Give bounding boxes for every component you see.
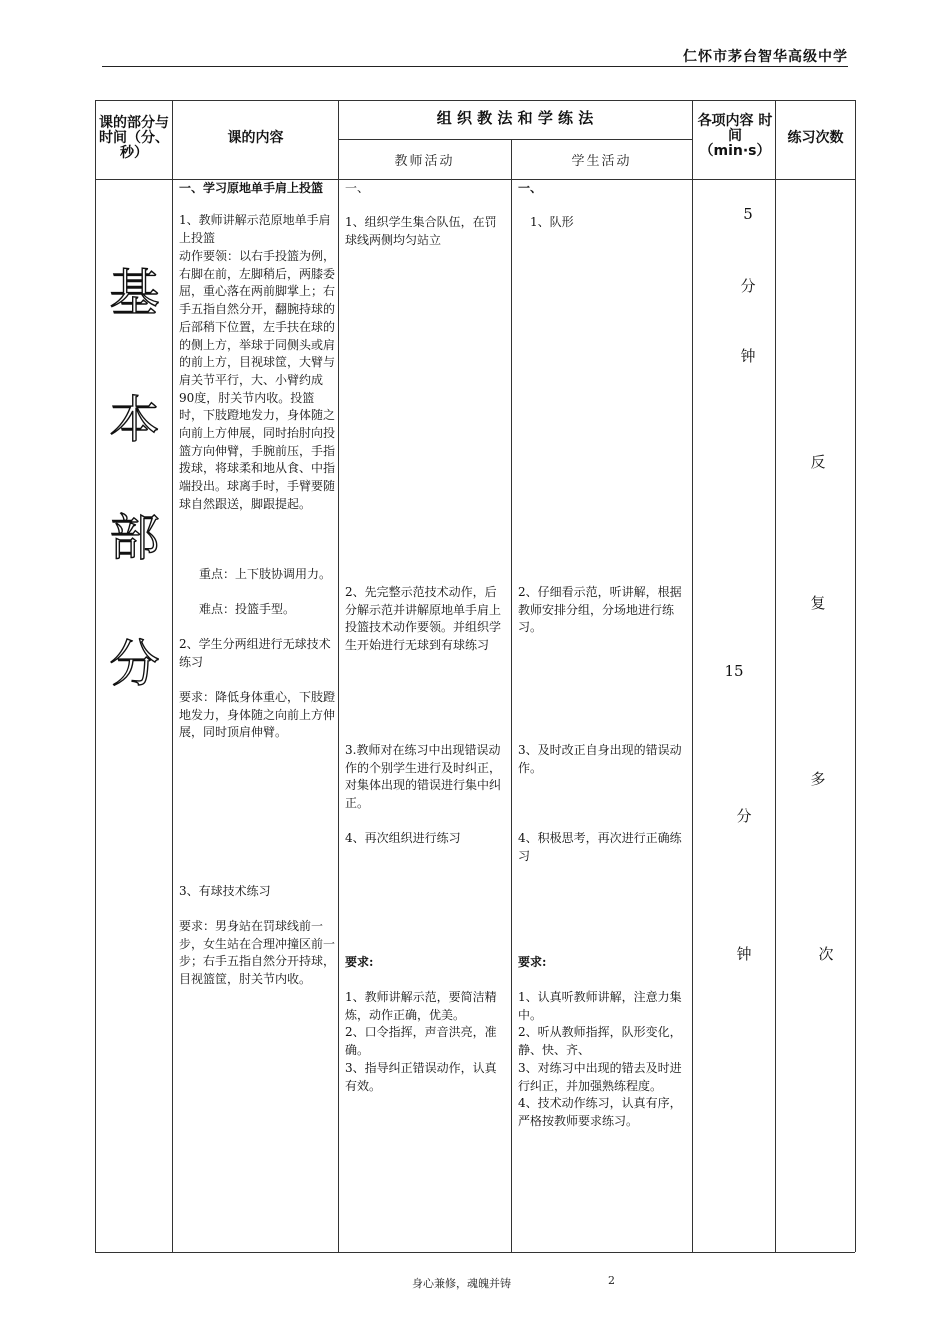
- content-requirement-2: 要求：降低身体重心，下肢蹬地发力，身体随之向前上方伸展，同时顶肩伸臂。: [179, 690, 336, 740]
- student-requirements-title: 要求:: [518, 955, 547, 969]
- col-divider-4: [692, 100, 693, 1252]
- header-content: 课的内容: [227, 130, 284, 146]
- reps-char-4: 次: [818, 945, 834, 963]
- section-char-1: 基: [109, 264, 160, 322]
- content-step-1: 1、教师讲解示范原地单手肩上投篮: [179, 213, 331, 245]
- col-divider-2: [338, 100, 339, 1252]
- col-divider-3: [511, 139, 512, 1252]
- content-title: 一、学习原地单手肩上投篮: [179, 181, 324, 195]
- page-number: 2: [608, 1274, 615, 1287]
- teacher-requirements: 1、教师讲解示范，要简洁精炼，动作正确，优美。 2、口令指挥，声音洪亮，准确。 3、指导纠正错误动作，认真有效。: [345, 990, 497, 1093]
- student-activity-3: 3、及时改正自身出现的错误动作。: [518, 743, 682, 775]
- time-value-1: 5: [743, 205, 753, 223]
- footer-motto: 身心兼修，魂魄并铸: [412, 1277, 511, 1290]
- teacher-activity-2: 2、先完整示范技术动作，后分解示范并讲解原地单手肩上投篮技术动作要领。并组织学生开始进行无球到有球练习: [345, 585, 502, 653]
- content-requirement-3: 要求：男身站在罚球线前一步，女生站在合理冲撞区前一步；右手五指自然分开持球，目视篮筐，肘关节内收。: [179, 919, 336, 987]
- time-unit-2b: 钟: [736, 945, 752, 963]
- teacher-activity-3: 3.教师对在练习中出现错误动作的个别学生进行及时纠正，对集体出现的错误进行集中纠正。: [345, 743, 502, 811]
- teacher-head: 一、: [345, 181, 370, 195]
- table-right-border: [855, 100, 856, 1252]
- content-essentials: 动作要领：以右手投篮为例，右脚在前，左脚稍后，两膝委屈，重心落在两前脚掌上；右手五指自然分开，翻腕持球的后部稍下位置，左手扶在球的的侧上方，举球于同侧头或肩的前上方，目视球筐，大臂与肩关节平行，大、小臂约成90度，肘关节内收。投篮时，下肢蹬地发力，身体随之向前上方伸展，同时抬肘向投篮方向伸臂，手腕前压，手指拨球，将球柔和地从食、中指端投出。球离手时，手臂要随球自然跟送，脚跟提起。: [179, 249, 336, 511]
- time-unit-2a: 分: [736, 807, 752, 825]
- student-head: 一、: [518, 181, 543, 195]
- student-activity-2: 2、仔细看示范，听讲解，根据教师安排分组，分场地进行练习。: [518, 585, 682, 635]
- content-key-point: 重点：上下肢协调用力。: [199, 567, 332, 581]
- student-activity-1: 1、队形: [530, 215, 574, 229]
- time-unit-1a: 分: [740, 277, 756, 295]
- content-difficulty: 难点：投篮手型。: [199, 602, 296, 616]
- content-step-2: 2、学生分两组进行无球技术练习: [179, 637, 331, 669]
- time-value-2: 15: [724, 662, 744, 680]
- student-activity-4: 4、积极思考，再次进行正确练习: [518, 831, 682, 863]
- section-char-2: 本: [109, 391, 160, 449]
- teacher-activity-1: 1、组织学生集合队伍，在罚球线两侧均匀站立: [345, 215, 497, 247]
- section-char-4: 分: [109, 635, 160, 693]
- header-reps: 练习次数: [787, 130, 844, 146]
- time-unit-1b: 钟: [740, 347, 756, 365]
- table-bottom-border: [95, 1252, 855, 1253]
- student-requirements: 1、认真听教师讲解，注意力集中。 2、听从教师指挥，队形变化，静、快、齐、 3、对练习中出现的错去及时进行纠正，并加强熟练程度。 4、技术动作练习，认真有序，严格按教师要求练习。: [518, 990, 682, 1128]
- teacher-requirements-title: 要求:: [345, 955, 374, 969]
- teacher-activity-4: 4、再次组织进行练习: [345, 831, 461, 845]
- table-top-border: [95, 100, 855, 101]
- reps-char-2: 复: [810, 594, 826, 612]
- content-step-3: 3、有球技术练习: [179, 884, 271, 898]
- header-rule: [102, 66, 848, 67]
- org-divider-line: [338, 139, 692, 140]
- section-char-3: 部: [109, 509, 160, 567]
- col-divider-5: [775, 100, 776, 1252]
- header-part-time: 课的部分与时间（分、秒）: [99, 115, 169, 161]
- header-student-activity: 学生活动: [571, 154, 632, 169]
- header-teacher-activity: 教师活动: [394, 154, 455, 169]
- header-org-methods: 组 织 教 法 和 学 练 法: [436, 109, 594, 127]
- reps-char-3: 多: [810, 770, 826, 788]
- header-time: 各项内容 时 间 （min·s）: [697, 113, 773, 159]
- reps-char-1: 反: [810, 453, 826, 471]
- school-name: 仁怀市茅台智华高级中学: [683, 49, 848, 65]
